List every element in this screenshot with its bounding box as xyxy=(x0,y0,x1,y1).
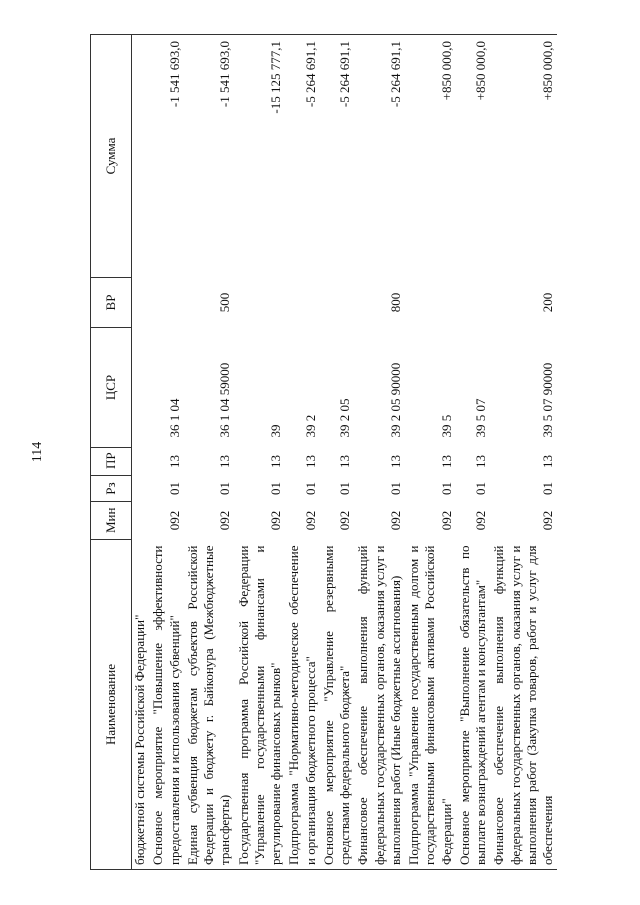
row-csr: 39 2 05 xyxy=(337,398,352,438)
row-csr: 39 5 xyxy=(438,414,454,438)
row-sum: -5 264 691,1 xyxy=(320,35,355,278)
row-vr: 200 xyxy=(540,292,555,313)
table-header xyxy=(91,35,132,870)
row-rz: 01 xyxy=(302,482,318,495)
header-csr: ЦСР xyxy=(91,328,132,448)
table-row xyxy=(285,35,320,870)
row-sum: -5 264 691,1 xyxy=(354,35,405,278)
table-row xyxy=(405,35,456,870)
table-row xyxy=(184,35,235,870)
table-row xyxy=(354,35,405,870)
row-name: Основное мероприятие "Повышение эффективности предоставления и использования субвенций" xyxy=(149,540,184,870)
row-name: Финансовое обеспечение выполнения функций федеральных государственных органов, оказания услуг и выполнения работ (Иные бюджетные ассигнования) xyxy=(354,540,405,870)
row-name: Государственная программа Российской Федерации "Управление государственными финансами и регулирование финансовых рынков" xyxy=(235,540,286,870)
page-number: 114 xyxy=(30,441,45,463)
row-rz: 01 xyxy=(166,482,182,495)
continuation-row xyxy=(132,35,150,870)
rotated-page-content xyxy=(90,35,585,870)
row-rz: 01 xyxy=(473,482,488,495)
row-name: Финансовое обеспечение выполнения функций федеральных государственных органов, оказания услуг и выполнения работ (Закупка товаров, работ и услуг для обеспечения xyxy=(490,540,557,870)
row-pr: 13 xyxy=(166,455,182,468)
row-min: 092 xyxy=(268,510,283,531)
table-row xyxy=(490,35,557,870)
row-sum: -15 125 777,1 xyxy=(235,35,286,278)
row-pr: 13 xyxy=(473,455,488,468)
row-sum: -1 541 693,0 xyxy=(149,35,184,278)
row-rz: 01 xyxy=(337,482,352,495)
row-sum: +850 000,0 xyxy=(490,35,557,278)
row-pr: 13 xyxy=(438,455,454,468)
row-vr xyxy=(320,278,355,328)
header-min: Мин xyxy=(91,502,132,540)
row-min: 092 xyxy=(337,510,352,531)
row-min: 092 xyxy=(302,510,318,531)
row-name: Подпрограмма "Управление государственным долгом и государственными финансовыми активами Российской Федерации" xyxy=(405,540,456,870)
row-name: Основное мероприятие "Управление резервными средствами федерального бюджета" xyxy=(320,540,355,870)
row-rz: 01 xyxy=(217,482,233,495)
row-vr xyxy=(405,278,456,328)
table-row xyxy=(149,35,184,870)
row-csr: 36 1 04 xyxy=(166,398,182,438)
budget-table xyxy=(90,34,557,870)
row-min: 092 xyxy=(438,510,454,531)
row-csr: 39 5 07 90000 xyxy=(540,362,555,438)
header-sum: Сумма xyxy=(91,35,132,278)
header-vr: ВР xyxy=(91,278,132,328)
table-body xyxy=(132,35,558,870)
table-row xyxy=(320,35,355,870)
row-pr: 13 xyxy=(217,455,233,468)
row-pr: 13 xyxy=(387,455,403,468)
row-sum: +850 000,0 xyxy=(405,35,456,278)
row-vr xyxy=(285,278,320,328)
row-csr: 39 xyxy=(268,424,283,438)
row-sum: +850 000,0 xyxy=(456,35,491,278)
row-min: 092 xyxy=(387,510,403,531)
row-name: Единая субвенция бюджетам субъектов Российской Федерации и бюджету г. Байконура (Межбюджетные трансферты) xyxy=(184,540,235,870)
row-csr: 36 1 04 59000 xyxy=(217,362,233,438)
row-csr: 39 5 07 xyxy=(473,398,488,438)
row-csr: 39 2 05 90000 xyxy=(387,362,403,438)
row-vr: 500 xyxy=(217,292,233,313)
row-sum: -1 541 693,0 xyxy=(184,35,235,278)
row-rz: 01 xyxy=(540,482,555,495)
row-sum: -5 264 691,1 xyxy=(285,35,320,278)
header-rz: Рз xyxy=(91,476,132,502)
row-pr: 13 xyxy=(268,455,283,468)
table-row xyxy=(456,35,491,870)
row-min: 092 xyxy=(217,510,233,531)
table-row xyxy=(235,35,286,870)
row-min: 092 xyxy=(473,510,488,531)
header-pr: ПР xyxy=(91,448,132,476)
row-pr: 13 xyxy=(302,455,318,468)
header-name: Наименование xyxy=(91,540,132,870)
row-min: 092 xyxy=(166,510,182,531)
row-vr: 800 xyxy=(387,292,403,313)
row-rz: 01 xyxy=(438,482,454,495)
row-name: Подпрограмма "Нормативно-методическое обеспечение и организация бюджетного процесса" xyxy=(285,540,320,870)
continuation-text: бюджетной системы Российской Федерации" xyxy=(132,540,150,870)
row-min: 092 xyxy=(540,510,555,531)
row-vr xyxy=(149,278,184,328)
row-pr: 13 xyxy=(337,455,352,468)
row-vr xyxy=(456,278,491,328)
row-rz: 01 xyxy=(387,482,403,495)
row-vr xyxy=(235,278,286,328)
row-csr: 39 2 xyxy=(302,414,318,438)
row-name: Основное мероприятие "Выполнение обязательств по выплате вознаграждений агентам и консультантам" xyxy=(456,540,491,870)
row-pr: 13 xyxy=(540,455,555,468)
row-rz: 01 xyxy=(268,482,283,495)
